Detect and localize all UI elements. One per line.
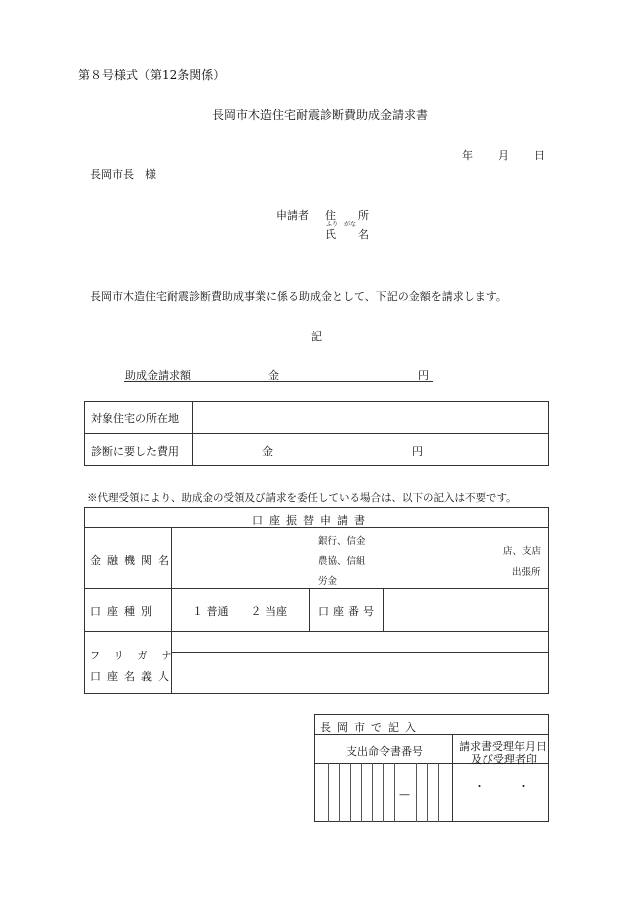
receipt-date-dots: ・ ・ (474, 780, 529, 793)
request-amount-kin: 金 (268, 369, 279, 382)
payment-order-label: 支出命令書番号 (346, 745, 423, 758)
bank-type-3: 労金 (318, 576, 338, 587)
transfer-type-col-divider (309, 588, 310, 631)
bank-type-2: 農協、信組 (318, 556, 366, 567)
transfer-number-col-divider (383, 588, 384, 631)
form-number: 第８号様式（第12条関係） (78, 68, 226, 82)
date-year: 年 (462, 149, 473, 162)
account-number-label: 口座番号 (318, 605, 378, 618)
furigana-label: フリガナ (90, 651, 186, 662)
cost-yen: 円 (412, 445, 423, 458)
account-type-label: 口座種別 (90, 605, 158, 618)
transfer-header: 口座振替申請書 (252, 514, 371, 527)
applicant-label: 申請者 (276, 209, 309, 222)
addressee: 長岡市長 様 (90, 168, 156, 181)
proxy-notice: ※代理受領により、助成金の受領及び請求を委任している場合は、以下の記入は不要です。 (87, 492, 517, 504)
account-type-options[interactable]: １ 普通 ２ 当座 (192, 605, 287, 618)
date-day: 日 (534, 149, 545, 162)
account-number-field[interactable] (386, 591, 546, 629)
branch-label: 店、支店 (503, 546, 542, 557)
housing-info-col-divider (192, 401, 193, 466)
ki-mark: 記 (311, 330, 322, 343)
request-amount-yen: 円 (418, 369, 429, 382)
applicant-name-label: 氏 名 (325, 228, 369, 241)
number-dash: — (399, 788, 410, 801)
cost-label: 診断に要した費用 (91, 445, 179, 458)
furigana-field[interactable] (174, 634, 546, 650)
account-holder-field[interactable] (174, 655, 546, 691)
document-title: 長岡市木造住宅耐震診断費助成金請求書 (212, 108, 429, 122)
office-use-header: 長岡市で記入 (320, 721, 422, 734)
transfer-bank-divider (84, 588, 549, 589)
transfer-header-divider (84, 527, 549, 528)
housing-info-divider (84, 433, 549, 434)
office-col-divider (452, 734, 453, 822)
receipt-label-line1: 請求書受理年月日 (459, 740, 547, 753)
applicant-address-label: 住 所 (325, 209, 369, 222)
applicant-name-ruby: ふり がな (326, 221, 357, 228)
transfer-type-divider (84, 631, 549, 632)
date-month: 月 (498, 149, 509, 162)
account-holder-label: 口座名義人 (90, 670, 175, 683)
transfer-furigana-divider (171, 652, 549, 653)
bank-type-1: 銀行、信金 (318, 536, 366, 547)
cost-kin: 金 (262, 445, 273, 458)
request-amount-label: 助成金請求額 (125, 369, 191, 382)
sub-branch-label: 出張所 (512, 567, 541, 578)
cost-field[interactable] (194, 436, 546, 464)
bank-name-label: 金融機関名 (90, 554, 175, 567)
request-statement: 長岡市木造住宅耐震診断費助成事業に係る助成金として、下記の金額を請求します。 (90, 290, 507, 303)
location-label: 対象住宅の所在地 (91, 412, 179, 425)
request-amount-underline (124, 381, 433, 382)
receipt-date-field[interactable] (455, 765, 547, 820)
branch-name-field[interactable] (362, 531, 498, 585)
location-field[interactable] (194, 403, 546, 431)
bank-name-field[interactable] (174, 531, 314, 585)
payment-order-field[interactable] (316, 765, 450, 820)
office-header-divider (314, 734, 549, 735)
receipt-label-line2: 及び受理者印 (471, 753, 537, 766)
